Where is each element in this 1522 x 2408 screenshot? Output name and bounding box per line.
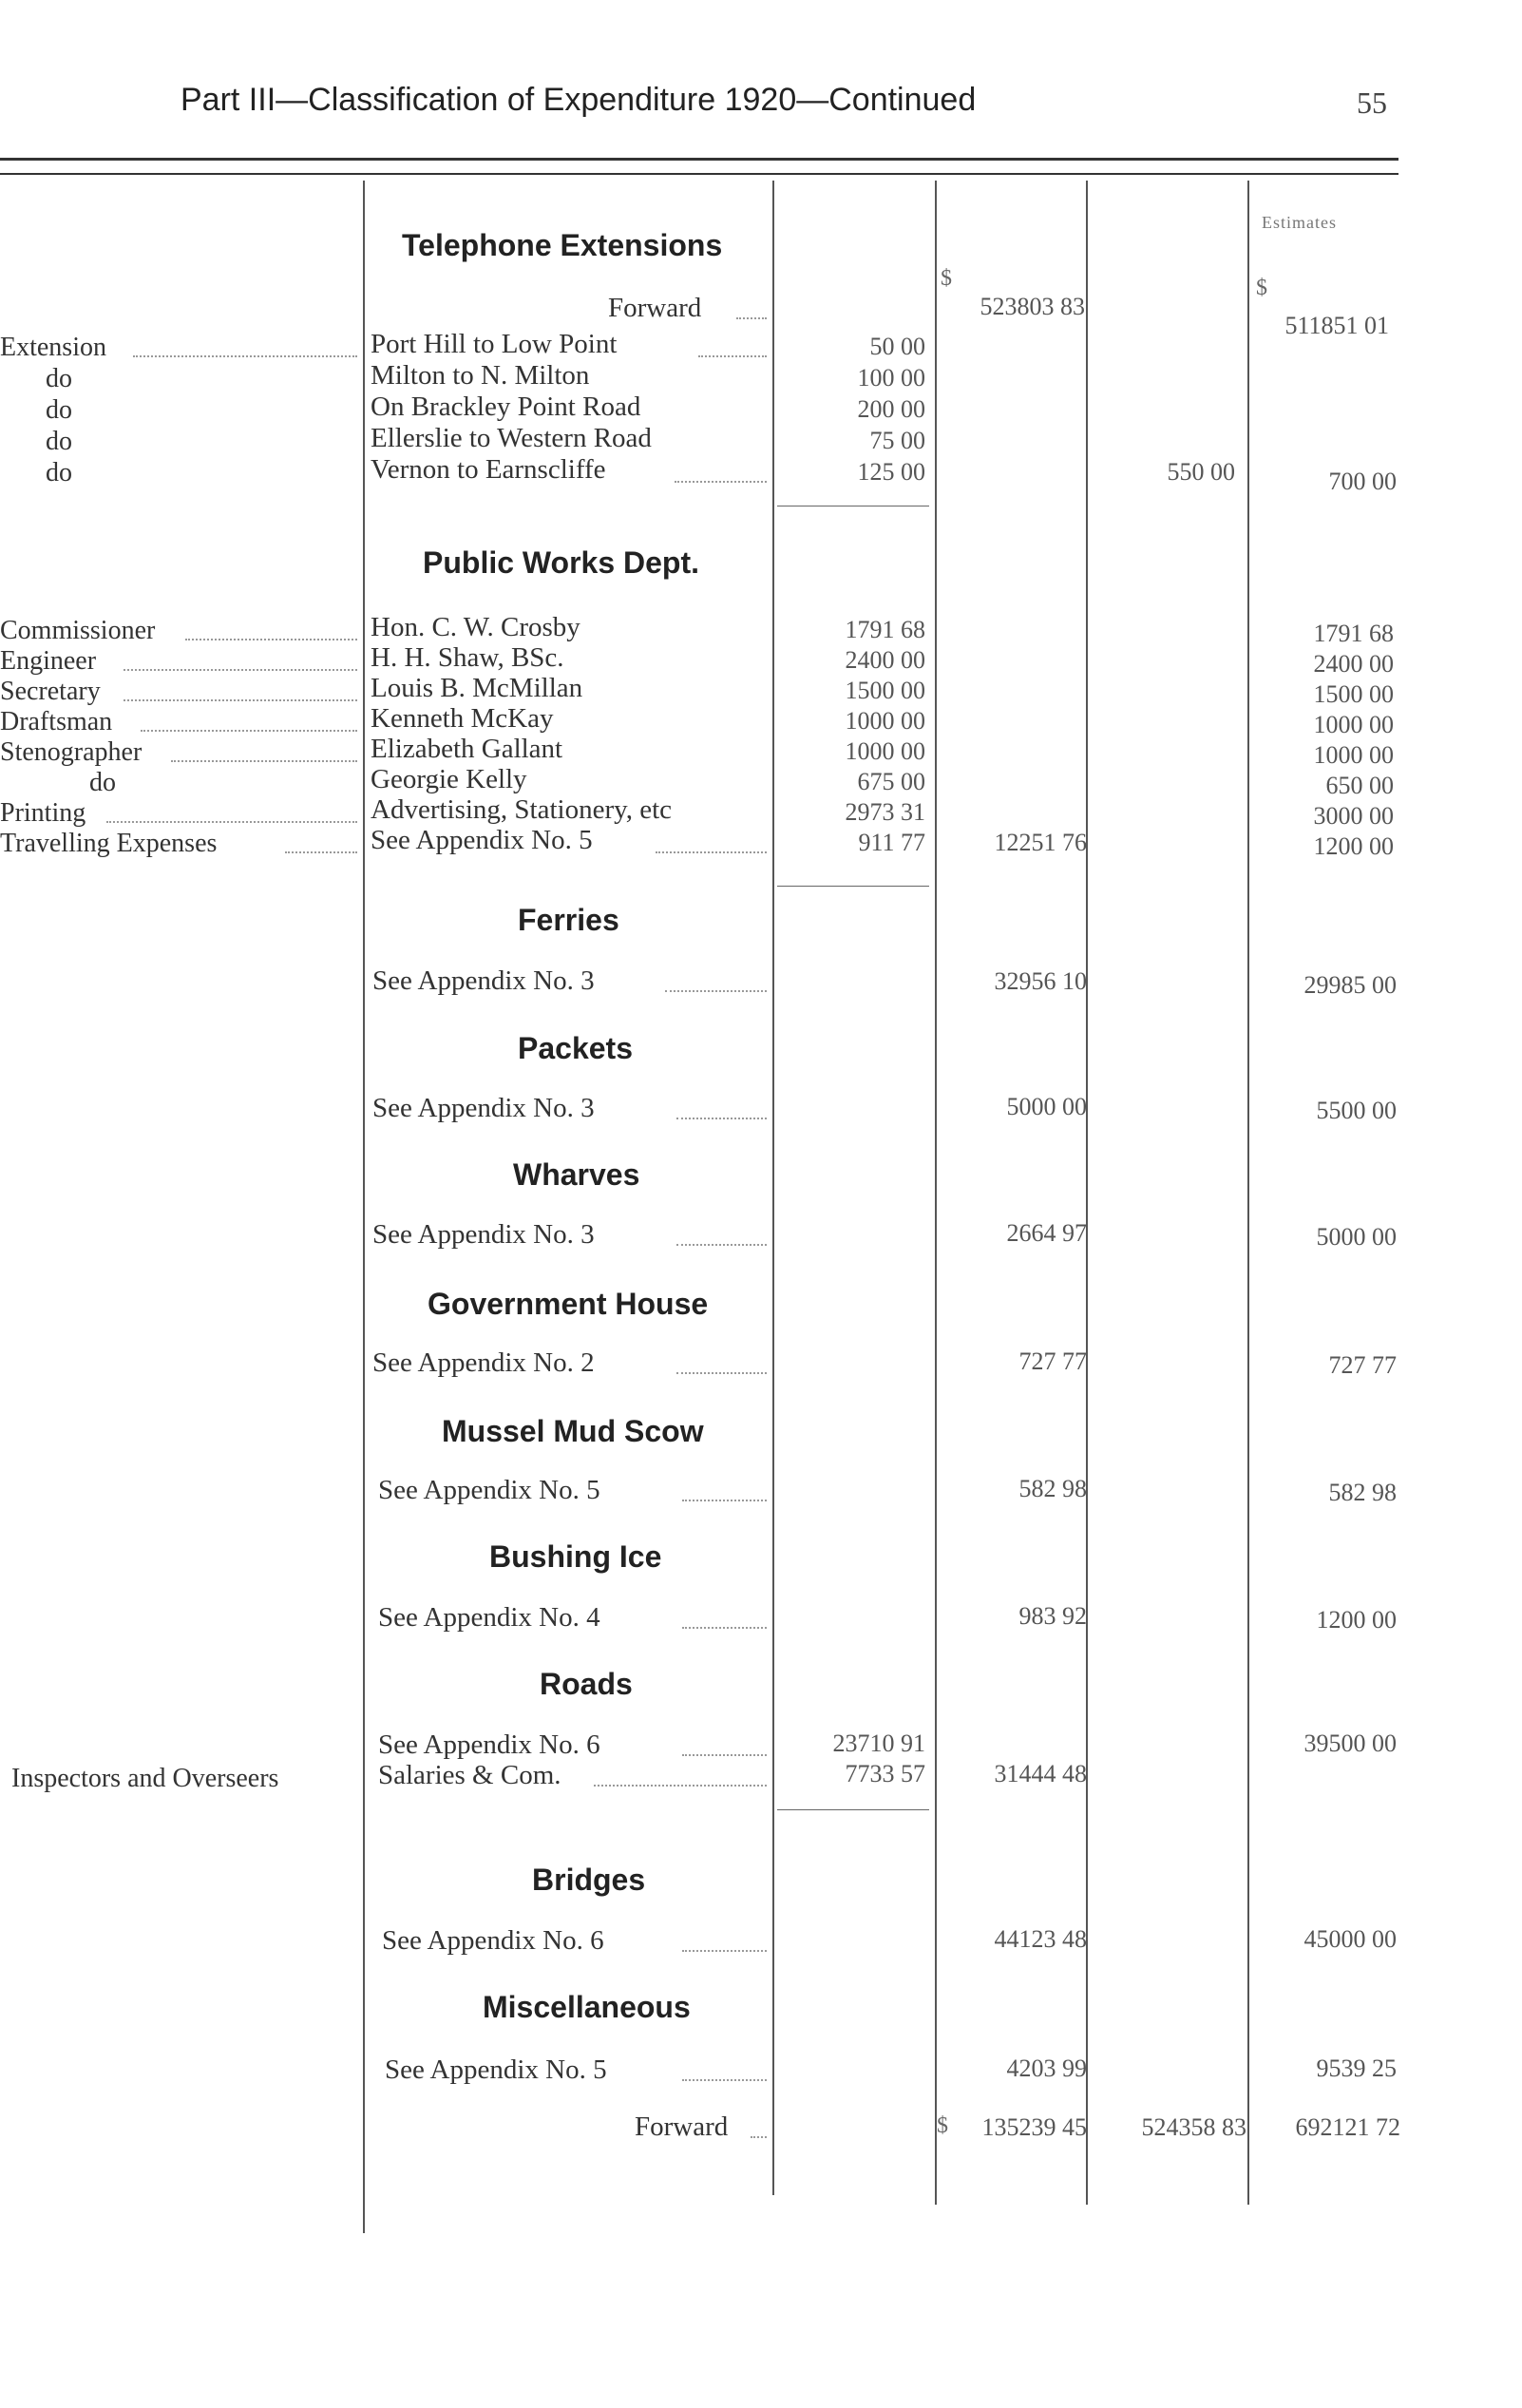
- column-divider-subtotal: [935, 181, 937, 2205]
- forward-total: 523803 83: [980, 293, 1085, 320]
- ferries-estimate: 29985 00: [1303, 971, 1397, 999]
- column-divider-desc: [363, 181, 365, 2233]
- government-house-total: 727 77: [1018, 1347, 1087, 1375]
- row-desc: Milton to N. Milton: [371, 360, 590, 391]
- row-label: Draftsman: [0, 707, 113, 736]
- miscellaneous-total: 4203 99: [1006, 2054, 1087, 2082]
- section-heading-telephone: Telephone Extensions: [402, 228, 723, 262]
- row-desc: Salaries & Com.: [378, 1760, 561, 1790]
- currency-symbol: $: [941, 266, 952, 291]
- row-label: Engineer: [0, 646, 97, 676]
- telephone-total: 550 00: [1167, 458, 1235, 486]
- public-works-total: 12251 76: [994, 829, 1087, 856]
- row-desc: See Appendix No. 5: [385, 2054, 607, 2085]
- section-heading-government-house: Government House: [428, 1287, 709, 1321]
- row-amount: 1000 00: [845, 707, 925, 735]
- telephone-estimate: 700 00: [1328, 468, 1397, 495]
- row-amount: 1000 00: [845, 737, 925, 765]
- mussel-mud-scow-estimate: 582 98: [1328, 1479, 1397, 1506]
- column-divider-amount: [772, 181, 774, 2195]
- row-desc: Ellerslie to Western Road: [371, 423, 652, 453]
- row-desc: Hon. C. W. Crosby: [371, 612, 580, 642]
- mussel-mud-scow-total: 582 98: [1018, 1475, 1087, 1502]
- row-label: Secretary: [0, 677, 101, 706]
- bridges-estimate: 45000 00: [1303, 1925, 1397, 1953]
- wharves-total: 2664 97: [1006, 1219, 1087, 1247]
- bridges-total: 44123 48: [994, 1925, 1087, 1953]
- header-rule-lower: [0, 173, 1398, 175]
- footer-grand-total: 524358 83: [1141, 2113, 1246, 2141]
- row-amount: 1791 68: [845, 616, 925, 643]
- row-desc: See Appendix No. 3: [372, 1219, 595, 1250]
- row-desc: On Brackley Point Road: [371, 392, 641, 422]
- row-desc: Elizabeth Gallant: [371, 734, 563, 764]
- row-desc: See Appendix No. 3: [372, 1093, 595, 1123]
- ferries-total: 32956 10: [994, 967, 1087, 995]
- bushing-ice-estimate: 1200 00: [1316, 1606, 1397, 1634]
- row-label: do: [46, 395, 72, 425]
- row-desc: H. H. Shaw, BSc.: [371, 642, 564, 673]
- page-title: Part III—Classification of Expenditure 1920—Continued: [181, 82, 977, 118]
- row-estimate: 1200 00: [1313, 832, 1394, 860]
- footer-total: 135239 45: [981, 2113, 1087, 2141]
- government-house-estimate: 727 77: [1328, 1351, 1397, 1379]
- row-amount: 7733 57: [845, 1760, 925, 1787]
- row-estimate: 1500 00: [1313, 680, 1394, 708]
- section-heading-wharves: Wharves: [513, 1157, 640, 1192]
- header-rule: [0, 158, 1398, 161]
- row-amount: 23710 91: [832, 1730, 925, 1757]
- row-desc: Kenneth McKay: [371, 703, 554, 734]
- row-label: do: [46, 427, 72, 456]
- section-heading-mussel-mud-scow: Mussel Mud Scow: [442, 1414, 704, 1448]
- row-estimate: 1791 68: [1313, 620, 1394, 647]
- section-heading-bridges: Bridges: [532, 1863, 646, 1897]
- row-desc: See Appendix No. 6: [378, 1730, 600, 1760]
- row-desc: Georgie Kelly: [371, 764, 527, 794]
- row-desc: Port Hill to Low Point: [371, 329, 618, 359]
- row-desc: See Appendix No. 5: [378, 1475, 600, 1505]
- roads-total: 31444 48: [994, 1760, 1087, 1787]
- row-estimate: 650 00: [1325, 772, 1394, 799]
- row-amount: 675 00: [857, 768, 925, 795]
- section-heading-bushing-ice: Bushing Ice: [489, 1539, 662, 1574]
- row-label: Travelling Expenses: [0, 829, 218, 858]
- section-heading-packets: Packets: [518, 1031, 633, 1065]
- row-amount: 75 00: [869, 427, 925, 454]
- row-label: do: [46, 364, 72, 393]
- row-desc: See Appendix No. 4: [378, 1602, 600, 1633]
- row-estimate: 1000 00: [1313, 741, 1394, 769]
- row-label: Extension: [0, 333, 106, 362]
- subtotal-rule: [777, 886, 929, 887]
- page-number: 55: [1357, 86, 1387, 120]
- section-heading-roads: Roads: [540, 1667, 633, 1701]
- row-estimate: 3000 00: [1313, 802, 1394, 830]
- row-amount: 125 00: [857, 458, 925, 486]
- row-desc: See Appendix No. 3: [372, 965, 595, 996]
- row-amount: 911 77: [858, 829, 925, 856]
- footer-estimate: 692121 72: [1295, 2113, 1400, 2141]
- miscellaneous-estimate: 9539 25: [1316, 2054, 1397, 2082]
- row-amount: 50 00: [869, 333, 925, 360]
- row-label: Commissioner: [0, 616, 156, 645]
- column-divider-estimates: [1247, 181, 1249, 2205]
- wharves-estimate: 5000 00: [1316, 1223, 1397, 1251]
- section-heading-public-works: Public Works Dept.: [423, 545, 700, 580]
- forward-estimate: 511851 01: [1284, 312, 1389, 339]
- row-desc: See Appendix No. 2: [372, 1347, 595, 1378]
- footer-currency: $: [937, 2113, 948, 2138]
- estimates-label: Estimates: [1262, 213, 1337, 232]
- page-header: [181, 82, 1387, 129]
- column-divider-total: [1086, 181, 1088, 2205]
- row-desc: See Appendix No. 6: [382, 1925, 604, 1956]
- section-heading-miscellaneous: Miscellaneous: [483, 1990, 691, 2024]
- packets-estimate: 5500 00: [1316, 1097, 1397, 1124]
- row-label: do: [89, 768, 116, 797]
- roads-estimate: 39500 00: [1303, 1730, 1397, 1757]
- row-desc: Louis B. McMillan: [371, 673, 583, 703]
- packets-total: 5000 00: [1006, 1093, 1087, 1120]
- forward-label: Forward: [608, 293, 702, 323]
- row-amount: 200 00: [857, 395, 925, 423]
- row-amount: 2973 31: [845, 798, 925, 826]
- row-label: Stenographer: [0, 737, 143, 767]
- currency-symbol-estimate: $: [1256, 276, 1267, 300]
- bushing-ice-total: 983 92: [1018, 1602, 1087, 1630]
- footer-forward-label: Forward: [635, 2112, 729, 2142]
- row-label: Printing: [0, 798, 86, 828]
- row-desc: See Appendix No. 5: [371, 825, 593, 855]
- row-estimate: 2400 00: [1313, 650, 1394, 678]
- subtotal-rule: [777, 1809, 929, 1810]
- row-amount: 2400 00: [845, 646, 925, 674]
- row-label: Inspectors and Overseers: [11, 1764, 279, 1793]
- row-desc: Vernon to Earnscliffe: [371, 454, 606, 485]
- row-estimate: 1000 00: [1313, 711, 1394, 738]
- row-amount: 100 00: [857, 364, 925, 392]
- section-heading-ferries: Ferries: [518, 903, 619, 937]
- row-amount: 1500 00: [845, 677, 925, 704]
- row-desc: Advertising, Stationery, etc: [371, 794, 673, 825]
- row-label: do: [46, 458, 72, 487]
